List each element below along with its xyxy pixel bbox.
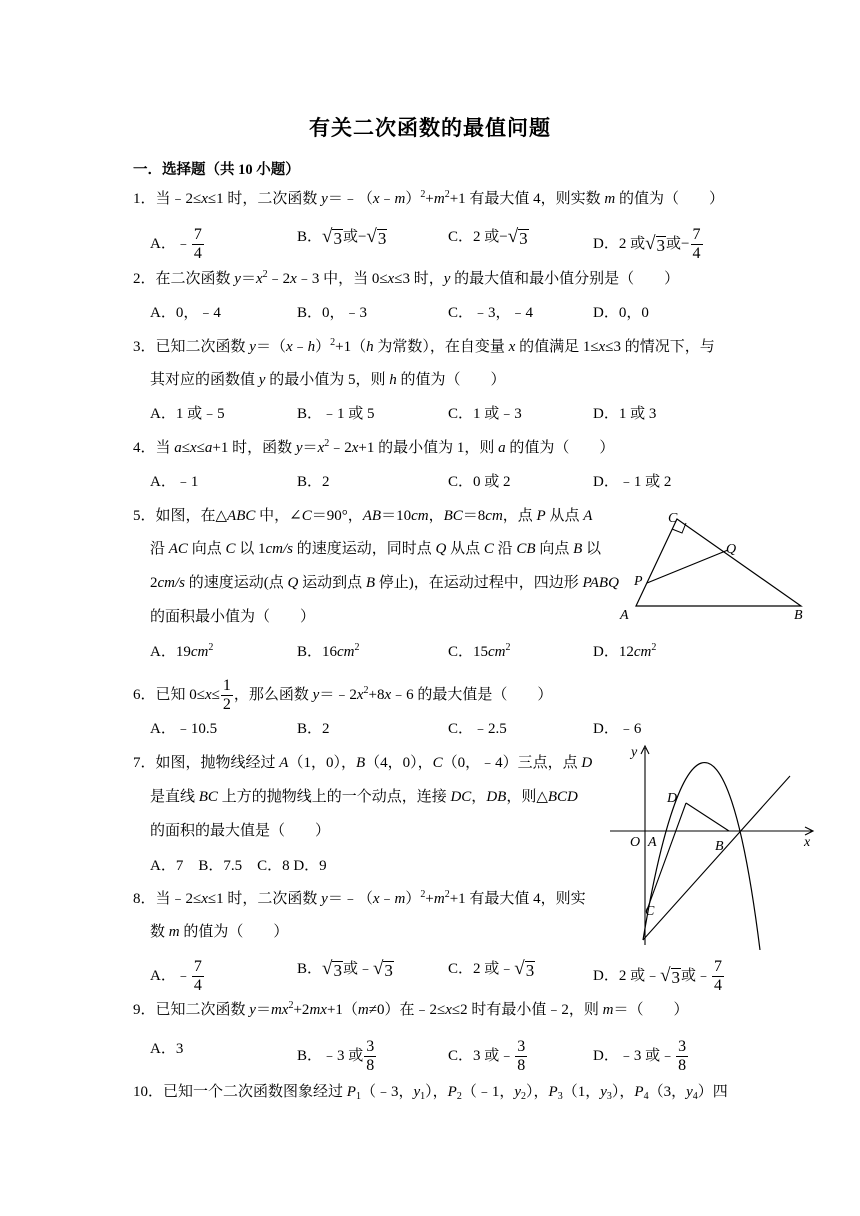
question-5-line-3: 2cm/s 的速度运动(点 Q 运动到点 B 停止)，在运动过程中，四边形 PABQ <box>150 575 619 591</box>
label-b: B <box>794 608 803 623</box>
question-8-line-2: 数 m 的值为（ ） <box>150 924 289 940</box>
q1-option-d[interactable]: D．2 或 √ 3 或− $\frac{7}{4}$ <box>593 226 701 262</box>
segment-pq <box>647 550 728 583</box>
question-2: 2．在二次函数 $y=x^2﹣2x﹣3$ 中，当 0≤x≤3 时，y 的最大值和最小值分别是（ ） <box>133 269 680 287</box>
q5-option-d[interactable]: D．$12cm^2$ <box>593 642 657 660</box>
q8-option-a[interactable]: A．﹣ $\frac{7}{4}$ <box>150 958 202 994</box>
question-4: 4．当 a≤x≤a+1 时，函数 $y=x^2﹣2x+1$ 的最小值为 1，则 a 的值为（ ） <box>133 438 615 456</box>
label-y: y <box>631 745 638 760</box>
question-1: 1．当﹣2≤x≤1 时，二次函数 $y=﹣(x﹣m)^2+m^2+1$ 有最大值 4，则实数 m 的值为（ ） <box>133 189 725 207</box>
q4-option-a[interactable]: A．﹣1 <box>150 474 199 490</box>
q9-option-d[interactable]: D．﹣3 或﹣ $\frac{3}{8}$ <box>593 1038 687 1074</box>
label-c: C <box>668 511 678 526</box>
question-10: 10．已知一个二次函数图象经过 $P_1(﹣3$，$y_1$），$P_2(﹣1$，$y_2$），$P_3(1$，$y_3$），$P_4(3$，$y_4$）四 <box>133 1084 728 1102</box>
q2-option-a[interactable]: A．0，﹣4 <box>150 305 221 321</box>
q3-option-b[interactable]: B．﹣1 或 5 <box>297 406 375 422</box>
label-a: A <box>648 835 657 850</box>
q3-option-c[interactable]: C．1 或﹣3 <box>448 406 522 422</box>
label-c: C <box>645 904 655 919</box>
q4-option-c[interactable]: C．0 或 2 <box>448 474 511 490</box>
question-3-line-2: 其对应的函数值 y 的最小值为 5，则 h 的值为（ ） <box>150 372 506 388</box>
question-7-line-3: 的面积的最大值是（ ） <box>150 823 331 839</box>
q6-option-a[interactable]: A．﹣10.5 <box>150 721 218 737</box>
q2-option-d[interactable]: D．0，0 <box>593 305 649 321</box>
question-9: 9．已知二次函数 $y=mx^2+2mx+1(m\ne 0)$在﹣2≤x≤2 时有最小值﹣2，则 m＝（ ） <box>133 1000 689 1018</box>
segment-db <box>686 803 729 831</box>
q1-option-b[interactable]: B． √ 3 或− √ 3 <box>297 226 387 249</box>
label-b: B <box>715 839 724 854</box>
q5-option-b[interactable]: B．$16cm^2$ <box>297 642 360 660</box>
q7-options[interactable]: A．7 B．7.5 C．8 D．9 <box>150 858 327 874</box>
question-6: 6．已知 0≤x≤ $\frac{1}{2}$ ，那么函数 $y=﹣2x^2+8x﹣6$ 的最大值是（ ） <box>133 677 553 713</box>
question-7-line-1: 7．如图，抛物线经过 A（1，0），B（4，0），C（0，﹣4）三点，点 D <box>133 755 593 771</box>
q4-option-d[interactable]: D．﹣1 或 2 <box>593 474 672 490</box>
label-q: Q <box>726 542 737 557</box>
q9-option-a[interactable]: A．3 <box>150 1041 184 1057</box>
q1-option-c[interactable]: C．2 或− √ 3 <box>448 226 528 249</box>
q9-option-c[interactable]: C．3 或﹣ $\frac{3}{8}$ <box>448 1038 526 1074</box>
q2-option-b[interactable]: B．0，﹣3 <box>297 305 368 321</box>
question-5-line-4: 的面积最小值为（ ） <box>150 609 316 625</box>
line-bc <box>643 776 790 940</box>
q5-option-c[interactable]: C．$15cm^2$ <box>448 642 511 660</box>
q8-option-b[interactable]: B． √ 3 或﹣ √ 3 <box>297 958 393 981</box>
q8-option-c[interactable]: C．2 或﹣ √ 3 <box>448 958 535 981</box>
question-5-line-1: 5．如图，在△ABC 中，∠C＝90°，AB＝10cm，BC＝8cm，点 P 从点 A <box>133 508 593 524</box>
q6-option-b[interactable]: B．2 <box>297 721 330 737</box>
q3-option-a[interactable]: A．1 或﹣5 <box>150 406 225 422</box>
label-d: D <box>667 791 678 806</box>
triangle-abc <box>636 519 801 606</box>
question-3-line-1: 3．已知二次函数 y＝（x﹣h）$^2$+1（h 为常数），在自变量 x 的值满足 1≤x≤3 的情况下，与 <box>133 337 715 355</box>
q5-option-a[interactable]: A．$19cm^2$ <box>150 642 214 660</box>
segment-dc <box>647 803 686 910</box>
question-8-line-1: 8．当﹣2≤x≤1 时，二次函数 $y=﹣(x﹣m)^2+m^2+1$ 有最大值 4，则实 <box>133 889 586 907</box>
q2-option-c[interactable]: C．﹣3，﹣4 <box>448 305 534 321</box>
q5-triangle-figure <box>610 505 820 630</box>
question-5-line-2: 沿 AC 向点 C 以 1cm/s 的速度运动，同时点 Q 从点 C 沿 CB 向点 B 以 <box>150 541 602 557</box>
q9-option-b[interactable]: B．﹣3 或 $\frac{3}{8}$ <box>297 1038 375 1074</box>
page-title: 有关二次函数的最值问题 <box>309 116 551 140</box>
section-heading: 一．选择题（共 10 小题） <box>133 162 300 178</box>
label-o: O <box>630 835 641 850</box>
q6-option-c[interactable]: C．﹣2.5 <box>448 721 507 737</box>
question-7-line-2: 是直线 BC 上方的抛物线上的一个动点，连接 DC，DB，则△BCD <box>150 789 578 805</box>
parabola-curve <box>643 763 760 950</box>
label-a: A <box>620 608 629 623</box>
label-p: P <box>634 574 643 589</box>
q8-option-d[interactable]: D．2 或﹣ √ 3 或﹣ $\frac{7}{4}$ <box>593 958 723 994</box>
q1-option-a[interactable]: A．﹣ $\frac{7}{4}$ <box>150 226 202 262</box>
q4-option-b[interactable]: B．2 <box>297 474 330 490</box>
label-x: x <box>804 835 811 850</box>
q3-option-d[interactable]: D．1 或 3 <box>593 406 657 422</box>
q6-option-d[interactable]: D．﹣6 <box>593 721 642 737</box>
q7-parabola-figure <box>605 740 820 950</box>
